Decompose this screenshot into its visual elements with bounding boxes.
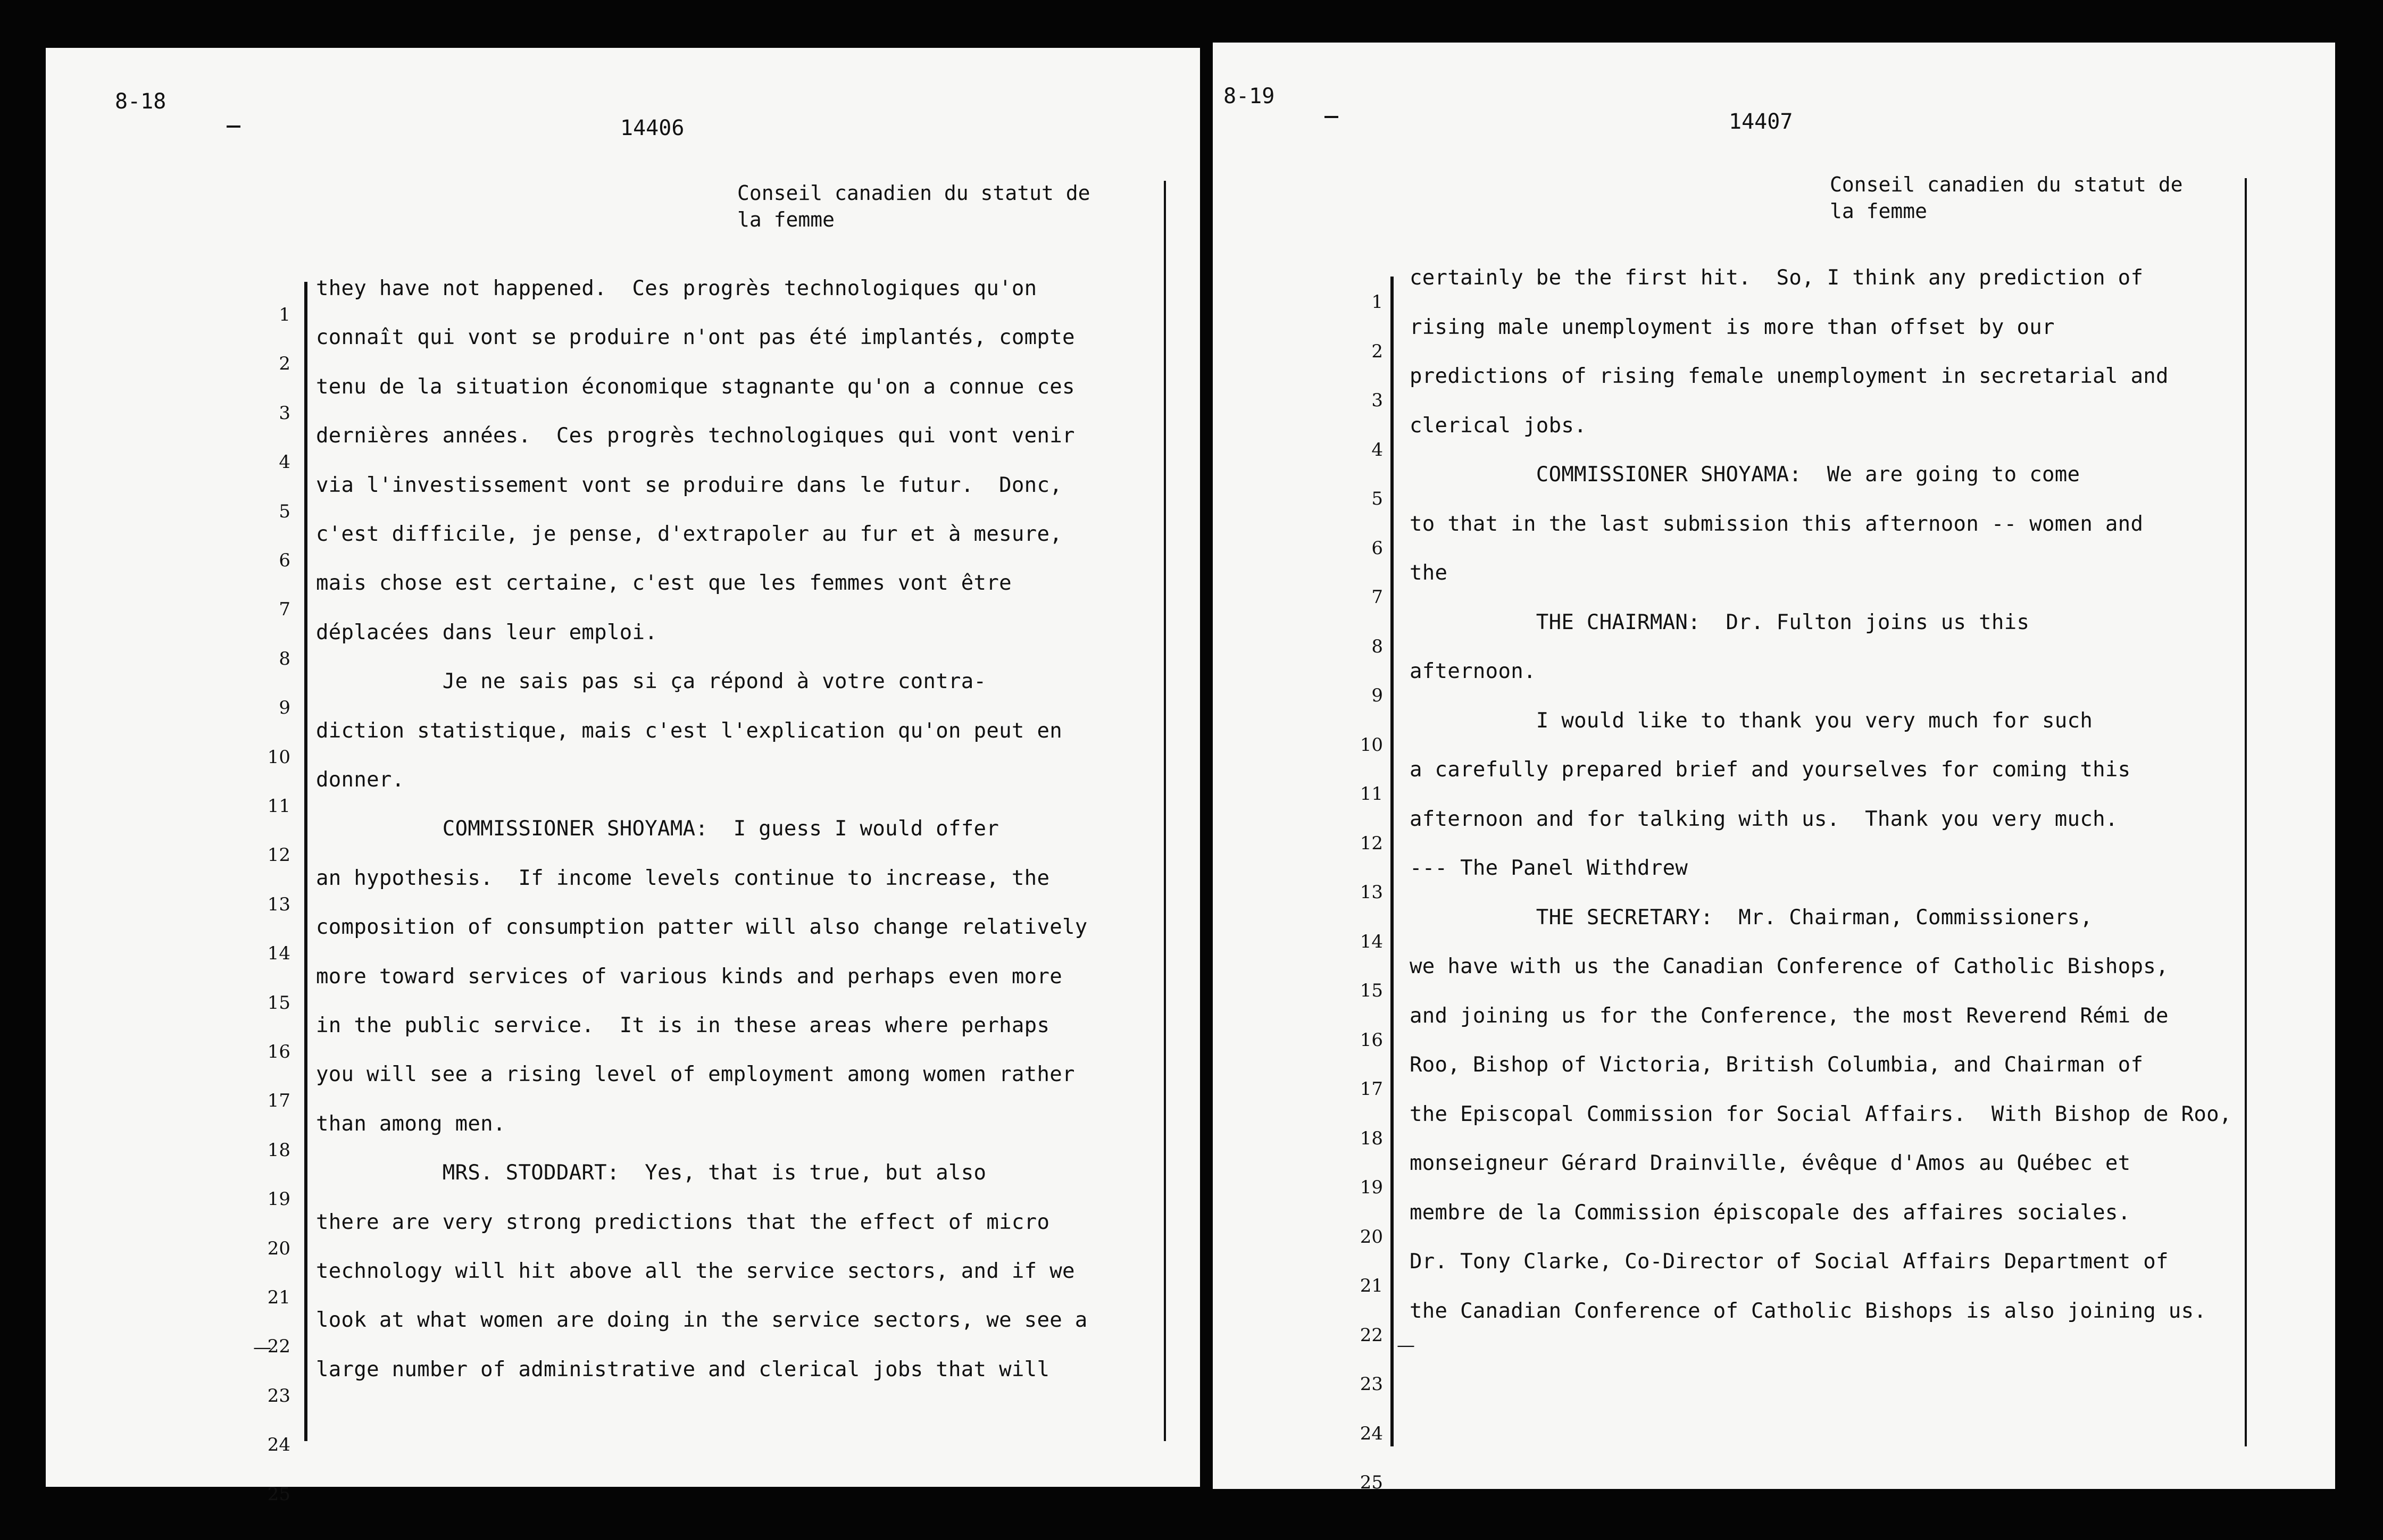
sheet-reference: 8-18 xyxy=(115,89,166,114)
header-line-1: Conseil canadien du statut de xyxy=(1830,173,2183,196)
transcript-line: THE CHAIRMAN: Dr. Fulton joins us this xyxy=(1410,610,2030,634)
header-line-2: la femme xyxy=(1830,199,1928,223)
line-number: 20 xyxy=(267,1237,290,1259)
line-number: 12 xyxy=(267,844,290,866)
line-number: 6 xyxy=(279,550,290,571)
transcript-line: a carefully prepared brief and yourselves for coming this xyxy=(1410,758,2131,782)
line-number: 6 xyxy=(1371,537,1383,559)
line-number: 9 xyxy=(1371,685,1383,706)
line-number: 1 xyxy=(1371,291,1383,313)
transcript-line: to that in the last submission this afternoon -- women and xyxy=(1410,512,2144,536)
transcript-page-right xyxy=(1213,43,2335,1493)
line-number: 17 xyxy=(267,1090,290,1112)
line-number: 5 xyxy=(1371,488,1383,509)
transcript-line: connaît qui vont se produire n'ont pas été implantés, compte xyxy=(316,325,1075,350)
transcript-line: MRS. STODDART: Yes, that is true, but also xyxy=(316,1161,987,1185)
transcript-line: the Episcopal Commission for Social Affairs. With Bishop de Roo, xyxy=(1410,1102,2232,1126)
line-number: 12 xyxy=(1360,832,1383,854)
page-number: 14406 xyxy=(620,116,685,140)
line-number: 18 xyxy=(267,1139,290,1161)
transcript-line: they have not happened. Ces progrès technologiques qu'on xyxy=(316,277,1037,300)
line-number: 18 xyxy=(1360,1127,1383,1149)
transcript-line: COMMISSIONER SHOYAMA: I guess I would offer xyxy=(316,817,999,841)
line-number: 25 xyxy=(1360,1472,1383,1493)
transcript-line: we have with us the Canadian Conference of Catholic Bishops, xyxy=(1410,955,2169,978)
line-25-marker: — xyxy=(1397,1335,1415,1356)
line-number: 19 xyxy=(267,1189,290,1210)
line-number: 16 xyxy=(267,1041,290,1062)
line-number: 4 xyxy=(279,451,290,473)
transcript-line: diction statistique, mais c'est l'explication qu'on peut en xyxy=(316,718,1063,743)
line-25-marker: — xyxy=(253,1337,271,1358)
line-number: 10 xyxy=(1360,734,1383,756)
line-number: 2 xyxy=(1371,340,1383,362)
line-number: 25 xyxy=(267,1483,290,1505)
transcript-text xyxy=(46,48,1200,1487)
transcript-line: in the public service. It is in these areas where perhaps xyxy=(316,1014,1050,1037)
page-number: 14407 xyxy=(1729,110,1793,134)
transcript-page-left xyxy=(46,48,1200,1505)
line-number: 7 xyxy=(1371,587,1383,608)
transcript-line: via l'investissement vont se produire dans le futur. Donc, xyxy=(316,473,1063,497)
transcript-line: Dr. Tony Clarke, Co-Director of Social Affairs Department of xyxy=(1410,1250,2169,1274)
line-number: 24 xyxy=(267,1434,290,1456)
line-number: 13 xyxy=(267,893,290,915)
transcript-line: membre de la Commission épiscopale des affaires sociales. xyxy=(1410,1200,2131,1225)
transcript-line: c'est difficile, je pense, d'extrapoler au fur et à mesure, xyxy=(316,522,1063,546)
transcript-line: tenu de la situation économique stagnante qu'on a connue ces xyxy=(316,374,1075,399)
line-number: 8 xyxy=(279,648,290,669)
transcript-line: I would like to thank you very much for such xyxy=(1410,708,2093,733)
transcript-line: déplacées dans leur emploi. xyxy=(316,620,658,645)
transcript-line: monseigneur Gérard Drainville, évêque d'Amos au Québec et xyxy=(1410,1151,2131,1175)
transcript-line: --- The Panel Withdrew xyxy=(1410,856,1688,880)
line-number: 3 xyxy=(279,402,290,424)
line-number: 11 xyxy=(1360,783,1383,805)
transcript-line: the xyxy=(1410,561,1448,585)
transcript-line: composition of consumption patter will also change relatively xyxy=(316,915,1088,940)
transcript-line: donner. xyxy=(316,768,405,792)
transcript-line: Roo, Bishop of Victoria, British Columbia, and Chairman of xyxy=(1410,1053,2144,1077)
transcript-line: than among men. xyxy=(316,1111,506,1136)
line-number: 17 xyxy=(1360,1078,1383,1100)
sheet-reference: 8-19 xyxy=(1223,84,1275,108)
transcript-line: and joining us for the Conference, the most Reverend Rémi de xyxy=(1410,1003,2169,1028)
transcript-line: certainly be the first hit. So, I think any prediction of xyxy=(1410,266,2144,290)
transcript-line: you will see a rising level of employment among women rather xyxy=(316,1062,1075,1087)
transcript-line: more toward services of various kinds and perhaps even more xyxy=(316,964,1063,989)
line-number: 16 xyxy=(1360,1029,1383,1051)
line-number: 15 xyxy=(1360,980,1383,1001)
line-number: 4 xyxy=(1371,439,1383,461)
transcript-line: large number of administrative and clerical jobs that will xyxy=(316,1357,1050,1382)
line-number: 22 xyxy=(1360,1324,1383,1346)
line-number: 3 xyxy=(1371,390,1383,411)
transcript-line: an hypothesis. If income levels continue to increase, the xyxy=(316,866,1050,890)
transcript-line: look at what women are doing in the service sectors, we see a xyxy=(316,1308,1088,1333)
line-number: 15 xyxy=(267,992,290,1014)
line-number: 24 xyxy=(1360,1422,1383,1444)
line-number: 8 xyxy=(1371,635,1383,657)
line-number: 19 xyxy=(1360,1177,1383,1198)
line-number: 21 xyxy=(1360,1275,1383,1296)
line-number: 7 xyxy=(279,599,290,621)
line-number: 11 xyxy=(267,796,290,817)
transcript-line: predictions of rising female unemployment in secretarial and xyxy=(1410,364,2169,388)
transcript-line: afternoon. xyxy=(1410,659,1536,683)
line-number: 22 xyxy=(267,1336,290,1358)
line-number: 9 xyxy=(279,697,290,719)
line-number: 13 xyxy=(1360,882,1383,903)
line-number: 5 xyxy=(279,500,290,522)
header-line-2: la femme xyxy=(737,208,835,231)
line-number: 10 xyxy=(267,746,290,768)
transcript-line: afternoon and for talking with us. Thank you very much. xyxy=(1410,807,2118,831)
transcript-line: dernières années. Ces progrès technologiques qui vont venir xyxy=(316,424,1075,448)
transcript-line: Je ne sais pas si ça répond à votre contra- xyxy=(316,669,987,694)
line-number: 23 xyxy=(1360,1374,1383,1395)
transcript-line: COMMISSIONER SHOYAMA: We are going to come xyxy=(1410,463,2080,487)
line-number: 1 xyxy=(279,304,290,325)
line-number: 2 xyxy=(279,353,290,375)
transcript-line: technology will hit above all the service sectors, and if we xyxy=(316,1259,1075,1283)
transcript-line: mais chose est certaine, c'est que les femmes vont être xyxy=(316,571,1012,596)
transcript-text xyxy=(1213,43,2335,1489)
transcript-line: rising male unemployment is more than offset by our xyxy=(1410,315,2055,339)
transcript-line: the Canadian Conference of Catholic Bishops is also joining us. xyxy=(1410,1299,2207,1323)
line-number: 23 xyxy=(267,1385,290,1407)
line-number: 14 xyxy=(1360,931,1383,952)
line-number: 14 xyxy=(267,943,290,965)
line-number: 20 xyxy=(1360,1226,1383,1248)
line-number: 21 xyxy=(267,1287,290,1308)
transcript-line: there are very strong predictions that the effect of micro xyxy=(316,1210,1050,1234)
transcript-line: clerical jobs. xyxy=(1410,413,1587,438)
header-line-1: Conseil canadien du statut de xyxy=(737,181,1090,205)
transcript-line: THE SECRETARY: Mr. Chairman, Commissioners, xyxy=(1410,905,2093,930)
